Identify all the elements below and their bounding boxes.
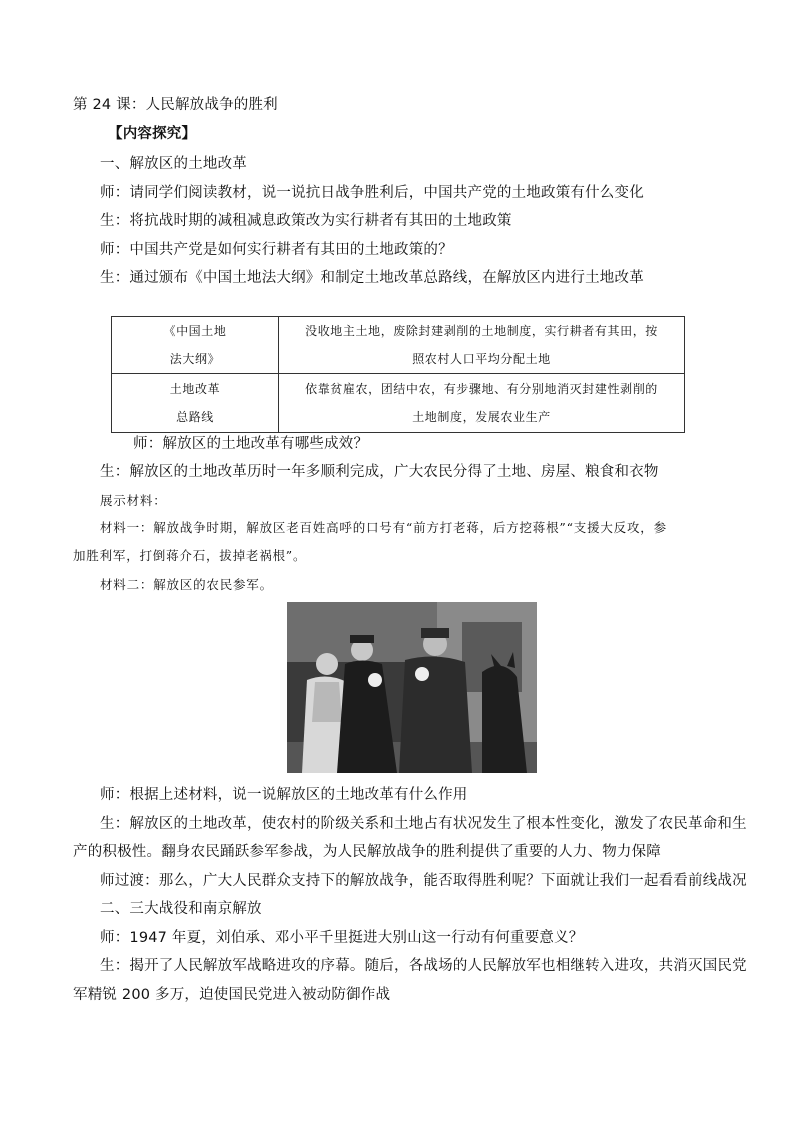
table-value-line: 依靠贫雇农，团结中农，有步骤地、有分别地消灭封建性剥削的	[305, 382, 658, 396]
table-key-line: 法大纲》	[169, 352, 221, 366]
teacher-question-2: 师：中国共产党是如何实行耕者有其田的土地政策的？	[100, 242, 453, 258]
table-cell-key	[112, 374, 279, 433]
section2-heading: 二、三大战役和南京解放	[100, 901, 262, 917]
land-reform-table	[111, 316, 685, 433]
student-answer-4-line-1: 生：解放区的土地改革，使农村的阶级关系和土地占有状况发生了根本性变化，激发了农民革命和生	[100, 816, 747, 832]
peasants-join-army-photo	[287, 602, 537, 773]
lesson-title: 第 24 课：人民解放战争的胜利	[73, 97, 278, 113]
student-answer-5-line-1: 生：揭开了人民解放军战略进攻的序幕。随后，各战场的人民解放军也相继转入进攻，共消灭国民党	[100, 958, 747, 974]
student-answer-4-line-2: 产的积极性。翻身农民踊跃参军参战，为人民解放战争的胜利提供了重要的人力、物力保障	[73, 844, 661, 860]
table-key-line: 《中国土地	[163, 324, 227, 338]
student-answer-2: 生：通过颁布《中国土地法大纲》和制定土地改革总路线，在解放区内进行土地改革	[100, 270, 644, 286]
table-cell-value	[279, 374, 685, 433]
table-value-line: 土地制度，发展农业生产	[412, 410, 551, 424]
teacher-question-4: 师：根据上述材料，说一说解放区的土地改革有什么作用	[100, 787, 468, 803]
material-1-line-1: 材料一：解放战争时期，解放区老百姓高呼的口号有“前方打老蒋，后方挖蒋根”“支援大反攻，参	[100, 520, 667, 535]
table-row	[112, 374, 685, 433]
teacher-question-5: 师：1947 年夏，刘伯承、邓小平千里挺进大别山这一行动有何重要意义？	[100, 930, 584, 946]
table-value-line: 没收地主土地，废除封建剥削的土地制度，实行耕者有其田，按	[305, 324, 658, 338]
show-material-label: 展示材料：	[100, 493, 167, 508]
section1-heading: 一、解放区的土地改革	[100, 156, 247, 172]
table-cell-key	[112, 317, 279, 374]
student-answer-1: 生：将抗战时期的减租减息政策改为实行耕者有其田的土地政策	[100, 213, 512, 229]
material-1-line-2: 加胜利军，打倒蒋介石，拔掉老祸根”。	[73, 548, 307, 563]
section-bracket-heading: 【内容探究】	[108, 126, 197, 142]
teacher-transition: 师过渡：那么，广大人民群众支持下的解放战争，能否取得胜利呢？下面就让我们一起看看前线战况	[100, 873, 747, 889]
student-answer-5-line-2: 军精锐 200 多万，迫使国民党进入被动防御作战	[73, 987, 391, 1003]
student-answer-3: 生：解放区的土地改革历时一年多顺利完成，广大农民分得了土地、房屋、粮食和衣物	[100, 464, 659, 480]
table-value-line: 照农村人口平均分配土地	[412, 352, 551, 366]
teacher-question-1: 师：请同学们阅读教材，说一说抗日战争胜利后，中国共产党的土地政策有什么变化	[100, 185, 644, 201]
table-key-line: 总路线	[176, 410, 214, 424]
table-key-line: 土地改革	[169, 382, 221, 396]
teacher-question-3: 师：解放区的土地改革有哪些成效？	[133, 436, 369, 452]
table-cell-value	[279, 317, 685, 374]
table-row	[112, 317, 685, 374]
material-2-caption: 材料二：解放区的农民参军。	[100, 577, 273, 592]
